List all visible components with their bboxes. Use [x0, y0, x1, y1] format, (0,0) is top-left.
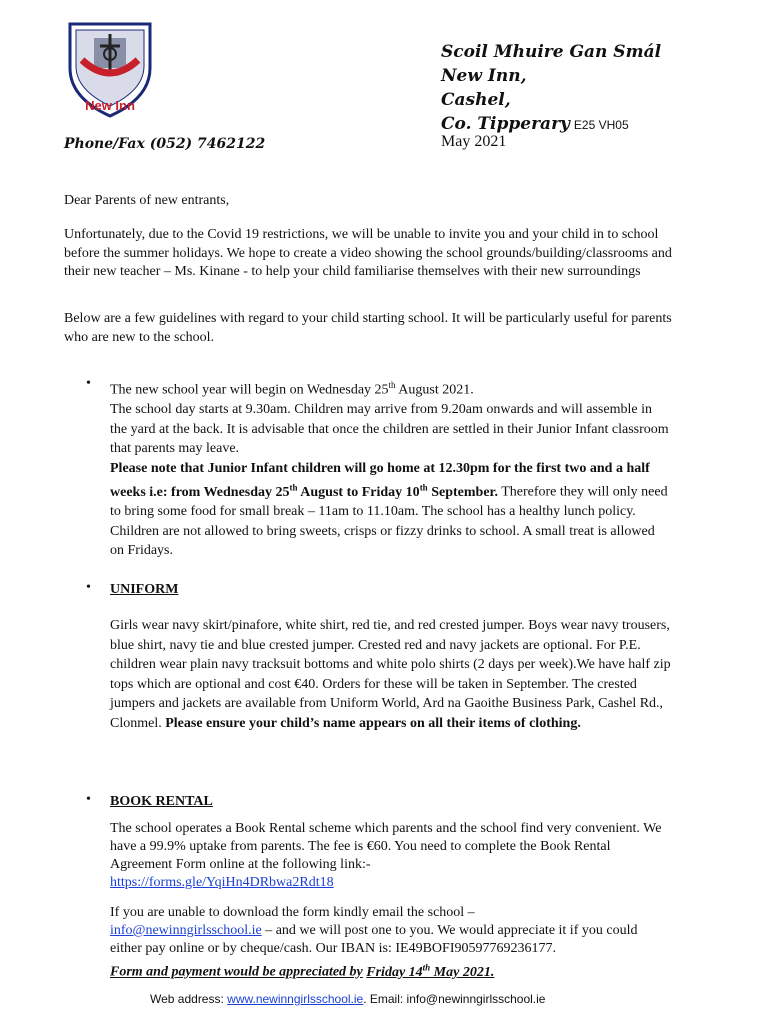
- half-day-notice: Please note that Junior Infant children will go home at 12.30pm for the first two and a half weeks i.e: from Wednesday 25th August to Friday 10th September.: [110, 460, 650, 500]
- bullet: •: [86, 792, 91, 807]
- contact-text: If you are unable to download the form kindly email the school –: [110, 905, 475, 920]
- payment-deadline-date: Friday 14th May 2021.: [366, 962, 495, 980]
- footer: [150, 992, 545, 1006]
- bullet: •: [86, 376, 91, 391]
- intro-paragraph: Unfortunately, due to the Covid 19 restrictions, we will be unable to invite you and your child in to school before the summer holidays. We hope to create a video showing the school grounds/building/classrooms and their new teacher – Ms. Kinane - to help your child familiarise themselves with their new surroundings: [64, 227, 672, 279]
- book-rental-body: [110, 820, 672, 892]
- letter-date: May 2021: [441, 133, 507, 150]
- email-link[interactable]: info@newinngirlsschool.ie: [110, 923, 262, 938]
- lunch-policy-text: Therefore they will only need to bring some food for small break – 11am to 11.10am. The school has a healthy lunch policy. Children are not allowed to bring sweets, crisps or fizzy drinks to school. A small treat is allowed on Fridays.: [110, 484, 668, 559]
- school-address: [441, 40, 661, 137]
- uniform-body: [110, 616, 672, 733]
- ordinal: th: [388, 380, 396, 390]
- address-line: New Inn,: [441, 66, 527, 86]
- uniform-notice: Please ensure your child’s name appears on all their items of clothing.: [165, 715, 581, 731]
- phone-fax: Phone/Fax (052) 7462122: [64, 136, 266, 152]
- website-link[interactable]: www.newinngirlsschool.ie: [227, 992, 364, 1006]
- footer-email: . Email: info@newinngirlsschool.ie: [363, 992, 546, 1006]
- iban-text: – and we will post one to you. We would appreciate it if you could either pay online or by cheque/cash. Our IBAN is: IE49BOFI90597769236177.: [110, 923, 638, 956]
- school-start-item: [110, 376, 672, 561]
- eircode: E25 VH05: [573, 118, 629, 132]
- bullet: •: [86, 580, 91, 595]
- svg-text:New Inn: New Inn: [85, 98, 135, 113]
- uniform-heading: UNIFORM: [110, 582, 179, 597]
- guidelines-paragraph: Below are a few guidelines with regard to your child starting school. It will be particularly useful for parents who are new to the school.: [64, 311, 672, 345]
- address-line: Cashel,: [441, 90, 511, 110]
- school-day-text: The school day starts at 9.30am. Children may arrive from 9.20am onwards and will assemble in the yard at the back. It is advisable that once the children are settled in their Junior Infant classroom that parents may leave.: [110, 402, 669, 457]
- book-rental-text: The school operates a Book Rental scheme which parents and the school find very convenient. We have a 99.9% uptake from parents. The fee is €60. You need to complete the Book Rental Agreement Form online at the following link:-: [110, 821, 662, 872]
- payment-deadline-label: Form and payment would be appreciated by: [110, 964, 363, 980]
- start-date-year: August 2021.: [395, 382, 474, 398]
- uniform-text: Girls wear navy skirt/pinafore, white shirt, red tie, and red crested jumper. Boys wear navy trousers, blue shirt, navy tie and blue crested jumper. Crested red and navy jackets are optional. For P.E. children wear plain navy tracksuit bottoms and white polo shirts (2 days per week).We have half zip tops which are optional and cost €40. Orders for these will be taken in September. The crested jumpers and jackets are available from Uniform World, Ard na Gaoithe Business Park, Cashel Rd., Clonmel.: [110, 618, 671, 731]
- start-date-text: The new school year will begin on Wednesday 25: [110, 382, 389, 398]
- salutation: Dear Parents of new entrants,: [64, 193, 230, 208]
- web-label: Web address:: [150, 992, 228, 1006]
- school-crest-logo: [64, 20, 156, 118]
- school-name: Scoil Mhuire Gan Smál: [441, 42, 662, 62]
- form-link[interactable]: https://forms.gle/YqiHn4DRbwa2Rdt18: [110, 875, 334, 890]
- address-line: Co. Tipperary: [441, 114, 570, 134]
- book-rental-heading: BOOK RENTAL: [110, 794, 213, 809]
- book-rental-contact: [110, 904, 672, 982]
